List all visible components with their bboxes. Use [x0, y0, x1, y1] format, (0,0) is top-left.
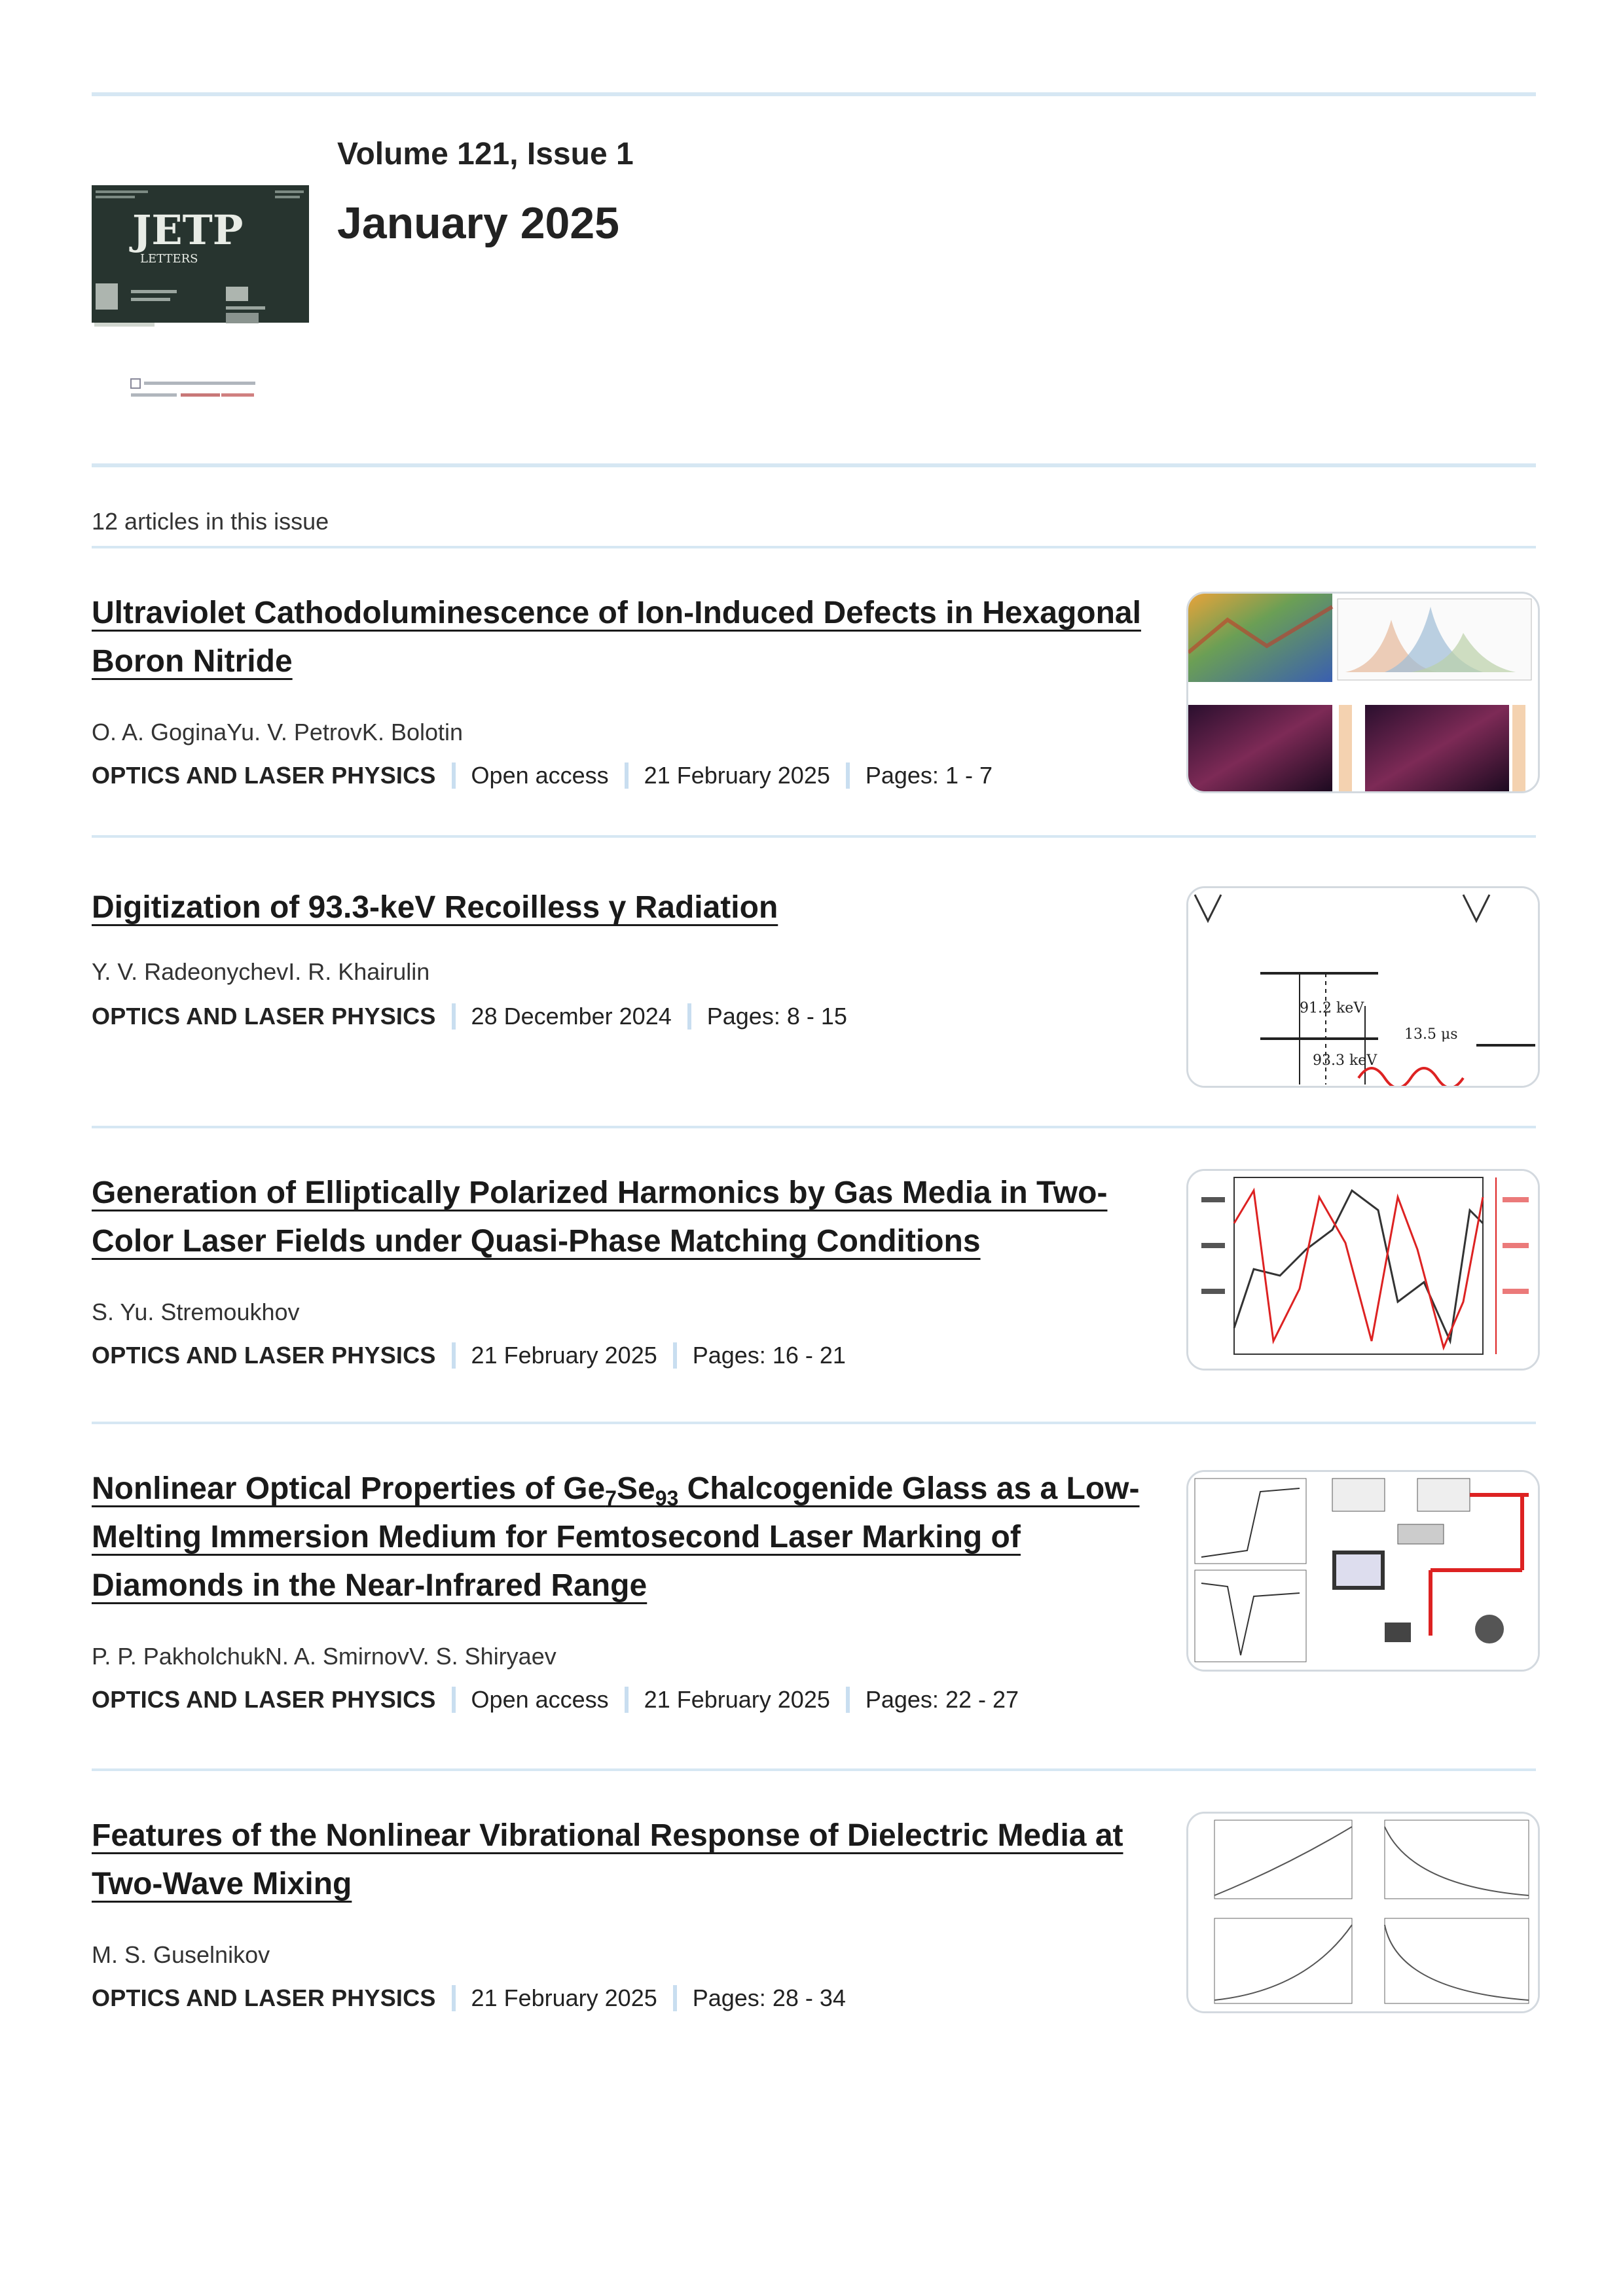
- article-subject-link[interactable]: OPTICS AND LASER PHYSICS: [92, 1984, 436, 2011]
- meta-separator: [452, 762, 456, 789]
- article-pages: Pages: 1 - 7: [865, 762, 993, 789]
- article-divider: [92, 1768, 1536, 1771]
- meta-separator: [673, 1985, 677, 2011]
- article-title-link[interactable]: Ultraviolet Cathodoluminescence of Ion-Induced Defects in Hexagonal Boron Nitride: [92, 596, 1141, 679]
- article-date: 28 December 2024: [471, 1003, 672, 1030]
- meta-separator: [625, 762, 629, 789]
- article-meta: [92, 761, 993, 791]
- article-thumbnail[interactable]: [1186, 1812, 1540, 2013]
- article-pages: Pages: 22 - 27: [865, 1686, 1019, 1713]
- meta-separator: [846, 1687, 850, 1713]
- article-thumbnail[interactable]: [1186, 886, 1540, 1088]
- figure-label: 13.5 μs: [1404, 1026, 1458, 1043]
- article-meta: [92, 1340, 846, 1371]
- article-authors: P. P. PakholchukN. A. SmirnovV. S. Shiryaev: [92, 1643, 556, 1670]
- article-meta: [92, 1685, 1019, 1715]
- article-divider: [92, 1422, 1536, 1424]
- article-title-link[interactable]: Generation of Elliptically Polarized Harmonics by Gas Media in Two-Color Laser Fields under Quasi-Phase Matching Conditions: [92, 1175, 1108, 1259]
- article-title-link[interactable]: Features of the Nonlinear Vibrational Response of Dielectric Media at Two-Wave Mixing: [92, 1818, 1123, 1901]
- meta-separator: [625, 1687, 629, 1713]
- header-bottom-divider: [92, 463, 1536, 467]
- figure-label: 93.3 keV: [1313, 1052, 1377, 1069]
- meta-separator: [846, 762, 850, 789]
- article-divider: [92, 1126, 1536, 1128]
- article-title-link[interactable]: Digitization of 93.3-keV Recoilless γ Radiation: [92, 890, 778, 925]
- article-count: 12 articles in this issue: [92, 508, 329, 535]
- meta-separator: [452, 1985, 456, 2011]
- article-authors: S. Yu. Stremoukhov: [92, 1299, 300, 1325]
- meta-separator: [673, 1342, 677, 1369]
- article-pages: Pages: 8 - 15: [706, 1003, 847, 1030]
- journal-cover-image[interactable]: [92, 185, 309, 414]
- article-thumbnail[interactable]: [1186, 592, 1540, 793]
- count-divider: [92, 546, 1536, 548]
- cover-logo-text: JETP: [132, 206, 244, 254]
- article-thumbnail[interactable]: [1186, 1470, 1540, 1672]
- article-title-link[interactable]: Nonlinear Optical Properties of $Ge_7Se_{93}$ Chalcogenide Glass as a Low-Melting Immersion Medium for Femtosecond Laser Marking of Diamonds in the Near-Infrared Range: [92, 1471, 1140, 1603]
- meta-separator: [452, 1342, 456, 1369]
- figure-label: 91.2 keV: [1300, 1000, 1364, 1016]
- article-subject-link[interactable]: OPTICS AND LASER PHYSICS: [92, 762, 436, 789]
- article-date: 21 February 2025: [471, 1342, 657, 1369]
- article-subject-link[interactable]: OPTICS AND LASER PHYSICS: [92, 1686, 436, 1713]
- article-thumbnail[interactable]: [1186, 1169, 1540, 1371]
- meta-separator: [452, 1003, 456, 1030]
- issue-date: January 2025: [337, 198, 619, 248]
- meta-separator: [452, 1687, 456, 1713]
- article-pages: Pages: 16 - 21: [692, 1342, 846, 1369]
- open-access-badge: Open access: [471, 1686, 609, 1713]
- article-pages: Pages: 28 - 34: [692, 1984, 846, 2011]
- article-authors: M. S. Guselnikov: [92, 1941, 270, 1968]
- article-authors: O. A. GoginaYu. V. PetrovK. Bolotin: [92, 719, 464, 745]
- issue-volume: Volume 121, Issue 1: [337, 137, 634, 171]
- article-meta: [92, 1001, 847, 1031]
- article-subject-link[interactable]: OPTICS AND LASER PHYSICS: [92, 1003, 436, 1030]
- article-subject-link[interactable]: OPTICS AND LASER PHYSICS: [92, 1342, 436, 1369]
- article-meta: [92, 1983, 846, 2013]
- article-divider: [92, 835, 1536, 838]
- meta-separator: [687, 1003, 691, 1030]
- open-access-badge: Open access: [471, 762, 609, 789]
- article-authors: Y. V. RadeonychevI. R. Khairulin: [92, 958, 430, 985]
- header-top-divider: [92, 92, 1536, 96]
- article-date: 21 February 2025: [644, 762, 830, 789]
- article-date: 21 February 2025: [471, 1984, 657, 2011]
- article-date: 21 February 2025: [644, 1686, 830, 1713]
- cover-logo-sub: LETTERS: [140, 252, 198, 266]
